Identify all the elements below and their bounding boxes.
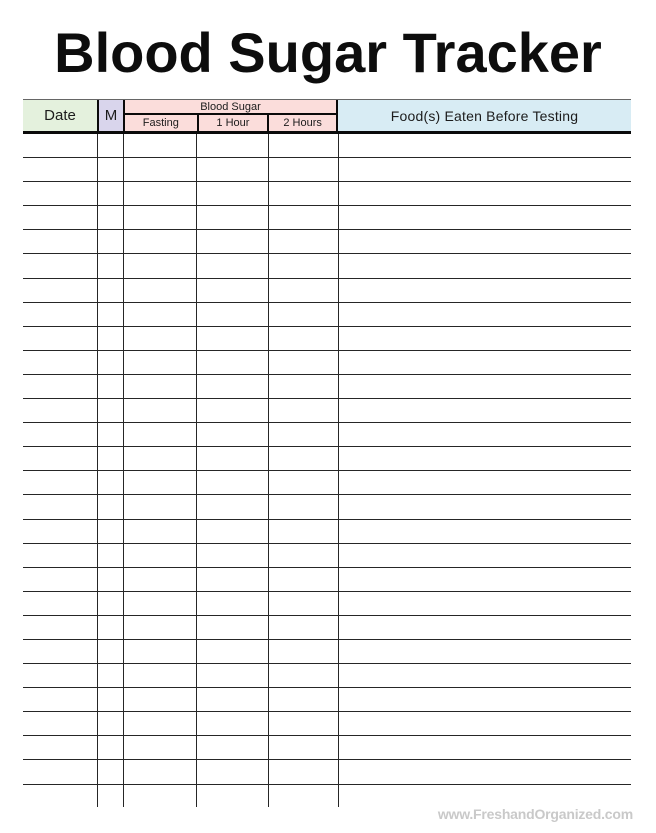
food-cell [338,471,631,494]
two-hours-cell [268,327,338,350]
food-cell [338,303,631,326]
food-cell [338,158,631,181]
food-cell [338,616,631,639]
one-hour-cell [196,736,268,759]
food-cell [338,568,631,591]
food-cell [338,375,631,398]
two-hours-cell [268,447,338,470]
meal-cell [97,495,123,518]
one-hour-cell [196,447,268,470]
date-cell [23,134,97,157]
one-hour-cell [196,664,268,687]
meal-cell [97,544,123,567]
header-food-cell: Food(s) Eaten Before Testing [338,100,631,131]
meal-cell [97,134,123,157]
one-hour-cell [196,592,268,615]
meal-cell [97,375,123,398]
fasting-cell [123,158,196,181]
fasting-cell [123,327,196,350]
header-blood-sugar-group [123,100,338,131]
table-row [23,471,631,495]
two-hours-cell [268,760,338,783]
fasting-cell [123,520,196,543]
blood-sugar-table [23,99,631,807]
page-title: Blood Sugar Tracker [54,21,602,84]
table-row [23,664,631,688]
meal-cell [97,447,123,470]
table-row [23,712,631,736]
one-hour-cell [196,423,268,446]
date-cell [23,640,97,663]
fasting-cell [123,279,196,302]
two-hours-cell [268,736,338,759]
tail-two-hours-cell [268,785,338,807]
tail-date-cell [23,785,97,807]
tail-one-hour-cell [196,785,268,807]
food-cell [338,327,631,350]
tail-food-cell [338,785,631,807]
one-hour-cell [196,640,268,663]
one-hour-cell [196,616,268,639]
date-cell [23,279,97,302]
fasting-cell [123,544,196,567]
food-cell [338,640,631,663]
food-cell [338,592,631,615]
date-cell [23,254,97,277]
table-body [23,134,631,785]
two-hours-cell [268,495,338,518]
table-row [23,327,631,351]
table-row [23,447,631,471]
meal-cell [97,688,123,711]
table-row [23,375,631,399]
two-hours-cell [268,158,338,181]
meal-cell [97,616,123,639]
one-hour-cell [196,279,268,302]
food-cell [338,206,631,229]
fasting-cell [123,736,196,759]
meal-cell [97,230,123,253]
header-meal-cell: M [97,100,123,131]
table-row [23,592,631,616]
meal-cell [97,640,123,663]
fasting-cell [123,423,196,446]
one-hour-cell [196,351,268,374]
two-hours-cell [268,712,338,735]
two-hours-cell [268,592,338,615]
two-hours-cell [268,351,338,374]
two-hours-cell [268,375,338,398]
table-row [23,688,631,712]
date-cell [23,664,97,687]
table-row [23,520,631,544]
header-2-hours-cell: 2 Hours [267,115,336,131]
one-hour-cell [196,544,268,567]
meal-cell [97,303,123,326]
table-row [23,254,631,278]
table-header-row [23,99,631,134]
food-cell [338,664,631,687]
meal-cell [97,520,123,543]
table-row [23,399,631,423]
table-row [23,134,631,158]
one-hour-cell [196,375,268,398]
date-cell [23,447,97,470]
one-hour-cell [196,158,268,181]
date-cell [23,182,97,205]
meal-cell [97,712,123,735]
food-cell [338,736,631,759]
two-hours-cell [268,520,338,543]
two-hours-cell [268,303,338,326]
fasting-cell [123,640,196,663]
one-hour-cell [196,760,268,783]
fasting-cell [123,206,196,229]
table-row [23,640,631,664]
meal-cell [97,351,123,374]
one-hour-cell [196,520,268,543]
fasting-cell [123,592,196,615]
date-cell [23,568,97,591]
food-cell [338,351,631,374]
meal-cell [97,736,123,759]
fasting-cell [123,712,196,735]
date-cell [23,592,97,615]
two-hours-cell [268,664,338,687]
date-cell [23,544,97,567]
table-row [23,158,631,182]
table-tail-row [23,785,631,807]
date-cell [23,206,97,229]
fasting-cell [123,254,196,277]
food-cell [338,712,631,735]
header-blood-sugar-label: Blood Sugar [125,100,336,115]
date-cell [23,230,97,253]
header-fasting-cell: Fasting [142,117,179,129]
one-hour-cell [196,327,268,350]
table-row [23,760,631,784]
meal-cell [97,592,123,615]
date-cell [23,760,97,783]
one-hour-cell [196,182,268,205]
meal-cell [97,423,123,446]
one-hour-cell [196,134,268,157]
food-cell [338,279,631,302]
table-row [23,495,631,519]
date-cell [23,399,97,422]
meal-cell [97,158,123,181]
one-hour-cell [196,568,268,591]
food-cell [338,182,631,205]
table-row [23,568,631,592]
food-cell [338,134,631,157]
food-cell [338,688,631,711]
fasting-cell [123,664,196,687]
fasting-cell [123,303,196,326]
table-row [23,230,631,254]
food-cell [338,760,631,783]
fasting-cell [123,495,196,518]
header-date-cell: Date [23,100,97,131]
two-hours-cell [268,688,338,711]
fasting-cell [123,230,196,253]
date-cell [23,303,97,326]
date-cell [23,616,97,639]
food-cell [338,423,631,446]
fasting-cell [123,399,196,422]
fasting-cell [123,351,196,374]
meal-cell [97,568,123,591]
food-cell [338,230,631,253]
meal-cell [97,206,123,229]
table-row [23,616,631,640]
meal-cell [97,664,123,687]
two-hours-cell [268,279,338,302]
date-cell [23,351,97,374]
one-hour-cell [196,254,268,277]
header-1-hour-cell: 1 Hour [197,115,268,131]
tail-meal-cell [97,785,123,807]
fasting-cell [123,375,196,398]
two-hours-cell [268,568,338,591]
date-cell [23,471,97,494]
fasting-cell [123,182,196,205]
table-row [23,544,631,568]
date-cell [23,688,97,711]
two-hours-cell [268,230,338,253]
fasting-cell [123,471,196,494]
food-cell [338,399,631,422]
meal-cell [97,327,123,350]
fasting-cell [123,616,196,639]
two-hours-cell [268,206,338,229]
meal-cell [97,254,123,277]
fasting-cell [123,760,196,783]
meal-cell [97,760,123,783]
header-blood-sugar-subrow [125,115,336,131]
date-cell [23,495,97,518]
two-hours-cell [268,423,338,446]
date-cell [23,327,97,350]
food-cell [338,520,631,543]
table-row [23,279,631,303]
date-cell [23,158,97,181]
date-cell [23,520,97,543]
two-hours-cell [268,616,338,639]
watermark-text: www.FreshandOrganized.com [437,806,633,822]
one-hour-cell [196,303,268,326]
table-row [23,182,631,206]
meal-cell [97,182,123,205]
two-hours-cell [268,544,338,567]
one-hour-cell [196,471,268,494]
meal-cell [97,399,123,422]
fasting-cell [123,688,196,711]
food-cell [338,447,631,470]
two-hours-cell [268,399,338,422]
date-cell [23,736,97,759]
table-row [23,351,631,375]
two-hours-cell [268,640,338,663]
date-cell [23,375,97,398]
meal-cell [97,471,123,494]
two-hours-cell [268,471,338,494]
tail-fasting-cell [123,785,196,807]
fasting-cell [123,447,196,470]
date-cell [23,712,97,735]
two-hours-cell [268,182,338,205]
one-hour-cell [196,206,268,229]
one-hour-cell [196,495,268,518]
fasting-cell [123,134,196,157]
date-cell [23,423,97,446]
table-row [23,303,631,327]
one-hour-cell [196,230,268,253]
table-row [23,736,631,760]
table-row [23,206,631,230]
food-cell [338,495,631,518]
one-hour-cell [196,688,268,711]
table-row [23,423,631,447]
fasting-cell [123,568,196,591]
meal-cell [97,279,123,302]
one-hour-cell [196,712,268,735]
food-cell [338,254,631,277]
one-hour-cell [196,399,268,422]
two-hours-cell [268,254,338,277]
food-cell [338,544,631,567]
two-hours-cell [268,134,338,157]
